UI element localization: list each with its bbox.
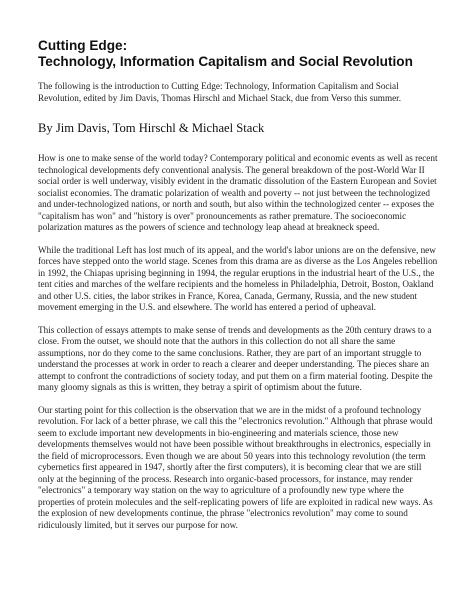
body-paragraph-4: Our starting point for this collection is the observation that we are in the midst of a profound technology revolution. For lack of a better phrase, we call this the "electronics revolution." Although that phrase would seem to exclude important new developments in bio-engineering and materials science, those new developments themselves would not have been possible without breakthroughs in electronics, especially in the field of microprocessors. Even though we are about 50 years into this technology revolution (the term cybernetics first appeared in 1947, shortly after the first computers), it is becoming clear that we are still only at the beginning of the process. Research into organic-based processors, for instance, may render "electronics" a temporary way station on the way to agriculture of a profoundly new type where the properties of protein molecules and the self-replicating powers of life are exploited in radical new ways. As the explosion of new developments continue, the phrase "electronics revolution" may come to sound ridiculously limited, but it serves our purpose for now.	[38, 404, 433, 530]
intro-paragraph: The following is the introduction to Cutting Edge: Technology, Information Capitalism and Social Revolution, edited by Jim Davis, Thomas Hirschl and Michael Stack, due from Verso this summer.	[38, 81, 402, 103]
body-paragraph-1: How is one to make sense of the world today? Contemporary political and economic events as well as recent technological developments defy conventional analysis. The general breakdown of the post-World War II social order is well underway, visibly evident in the dramatic dissolution of the Eastern European and Soviet socialist economies. The dramatic polarization of wealth and poverty -- not just between the technologized and under-technologized nations, or north and south, but also within the technologized center -- exposes the "capitalism has won" and "history is over" pronouncements as rather premature. The socioeconomic polarization matures as the powers of science and technology leap ahead at breakneck speed.	[38, 153, 438, 233]
document-page	[38, 38, 440, 531]
title-line-2: Technology, Information Capitalism and Social Revolution	[38, 54, 413, 69]
body-paragraph-2: While the traditional Left has lost much of its appeal, and the world's labor unions are on the defensive, new forces have stepped onto the world stage. Scenes from this drama are as diverse as the Los Angeles rebellion in 1992, the Chiapas uprising beginning in 1994, the regular eruptions in the industrial heart of the U.S., the tent cities and marches of the welfare recipients and the homeless in Philadelphia, Detroit, Boston, Oakland and other U.S. cities, the labor strikes in France, Korea, Canada, Germany, Russia, and the new student movement emerging in the U.S. and elsewhere. The world has entered a period of upheaval.	[38, 244, 438, 313]
author-byline: By Jim Davis, Tom Hirschl & Michael Stack	[38, 121, 265, 136]
title-line-1: Cutting Edge:	[38, 38, 128, 53]
body-paragraph-3: This collection of essays attempts to make sense of trends and developments as the 20th century draws to a close. From the outset, we should note that the authors in this collection do not all share the same assumptions, nor do they come to the same conclusions. Rather, they are part of an important struggle to understand the processes at work in order to reach a clearer and deeper understanding. The pieces share an attempt to confront the contradictions of society today, and put them on a firm material footing. Despite the many gloomy signals as this is written, they betray a spirit of optimism about the future.	[38, 324, 433, 393]
document-title	[38, 38, 440, 70]
article-body	[38, 153, 440, 531]
